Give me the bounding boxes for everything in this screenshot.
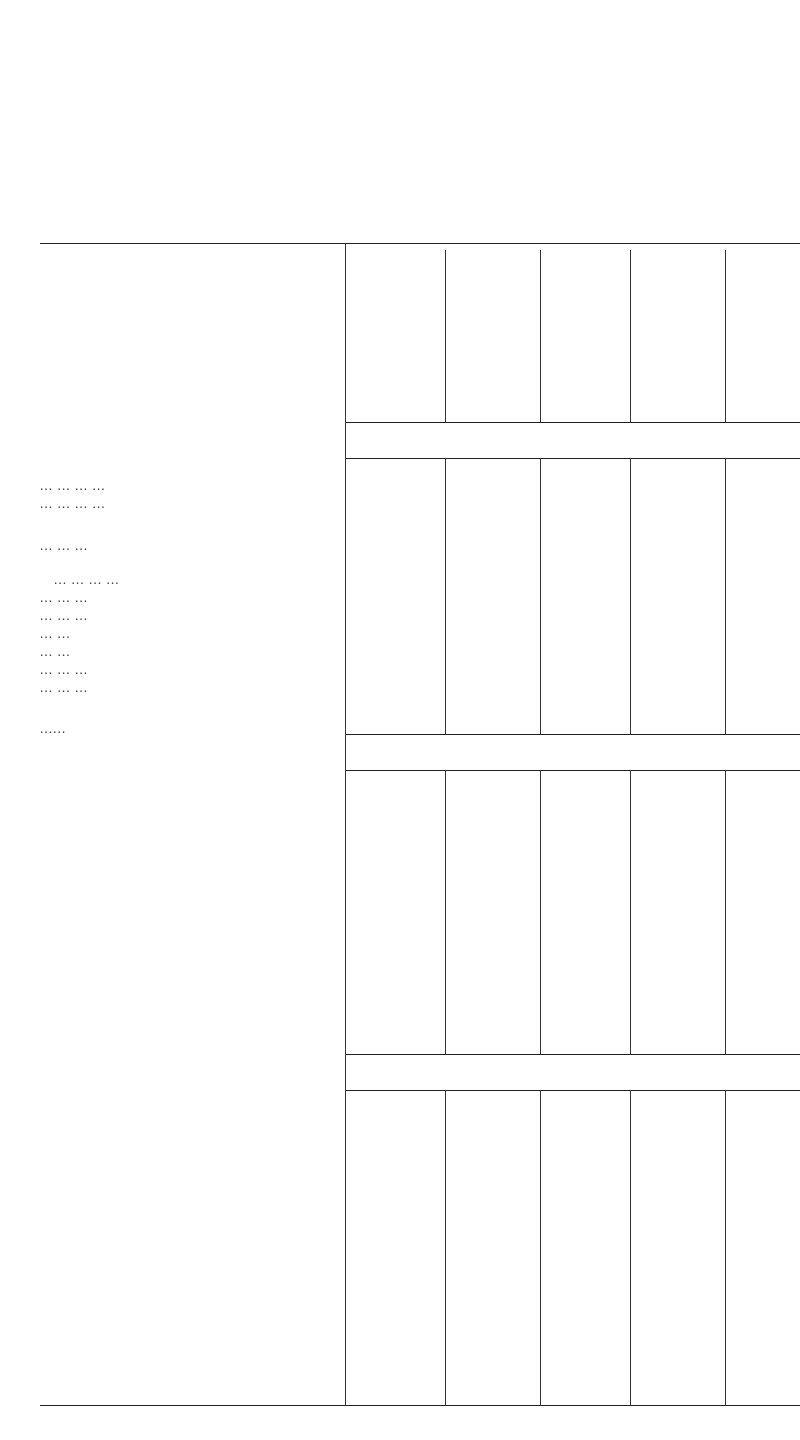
- colhead-london: [647, 247, 767, 412]
- row-label-influenza: ... ... ...: [40, 680, 89, 695]
- row-label-live: ... ... ... ...: [40, 478, 106, 493]
- colhead-glossop: [752, 247, 800, 412]
- row-label-whooping: ... ...: [40, 644, 71, 659]
- col-divider-1b: [445, 458, 446, 734]
- row-label-smallpox: ... ... ...: [40, 590, 89, 605]
- col-divider-1d: [445, 1090, 446, 1405]
- table-top-rule: [40, 243, 800, 244]
- section-rule-2: [345, 734, 800, 735]
- col-divider-4d: [725, 1090, 726, 1405]
- table-bottom-rule: [40, 1405, 800, 1406]
- row-label-still: ... ... ... ...: [40, 496, 106, 511]
- header-bottom-rule: [345, 422, 800, 423]
- row-label-cerebro: ......: [40, 721, 67, 736]
- col-divider-2d: [540, 1090, 541, 1405]
- col-divider-4c: [725, 770, 726, 1054]
- col-divider-1c: [445, 770, 446, 1054]
- section-rule-1: [345, 458, 800, 459]
- col-divider-3d: [630, 1090, 631, 1405]
- row-label-measles: ... ... ...: [40, 608, 89, 623]
- row-label-typhoid: ... ... ... ...: [54, 572, 120, 587]
- col-divider-2b: [540, 458, 541, 734]
- section-rule-4: [345, 1054, 800, 1055]
- col-divider-4b: [725, 458, 726, 734]
- col-divider-0: [345, 243, 346, 1405]
- col-divider-3c: [630, 770, 631, 1054]
- col-divider-3b: [630, 458, 631, 734]
- section-rule-3: [345, 770, 800, 771]
- row-label-scarlet: ... ...: [40, 626, 71, 641]
- row-label-all-causes: ... ... ...: [40, 538, 89, 553]
- col-divider-2c: [540, 770, 541, 1054]
- row-label-diphtheria: ... ... ...: [40, 662, 89, 677]
- section-rule-5: [345, 1090, 800, 1091]
